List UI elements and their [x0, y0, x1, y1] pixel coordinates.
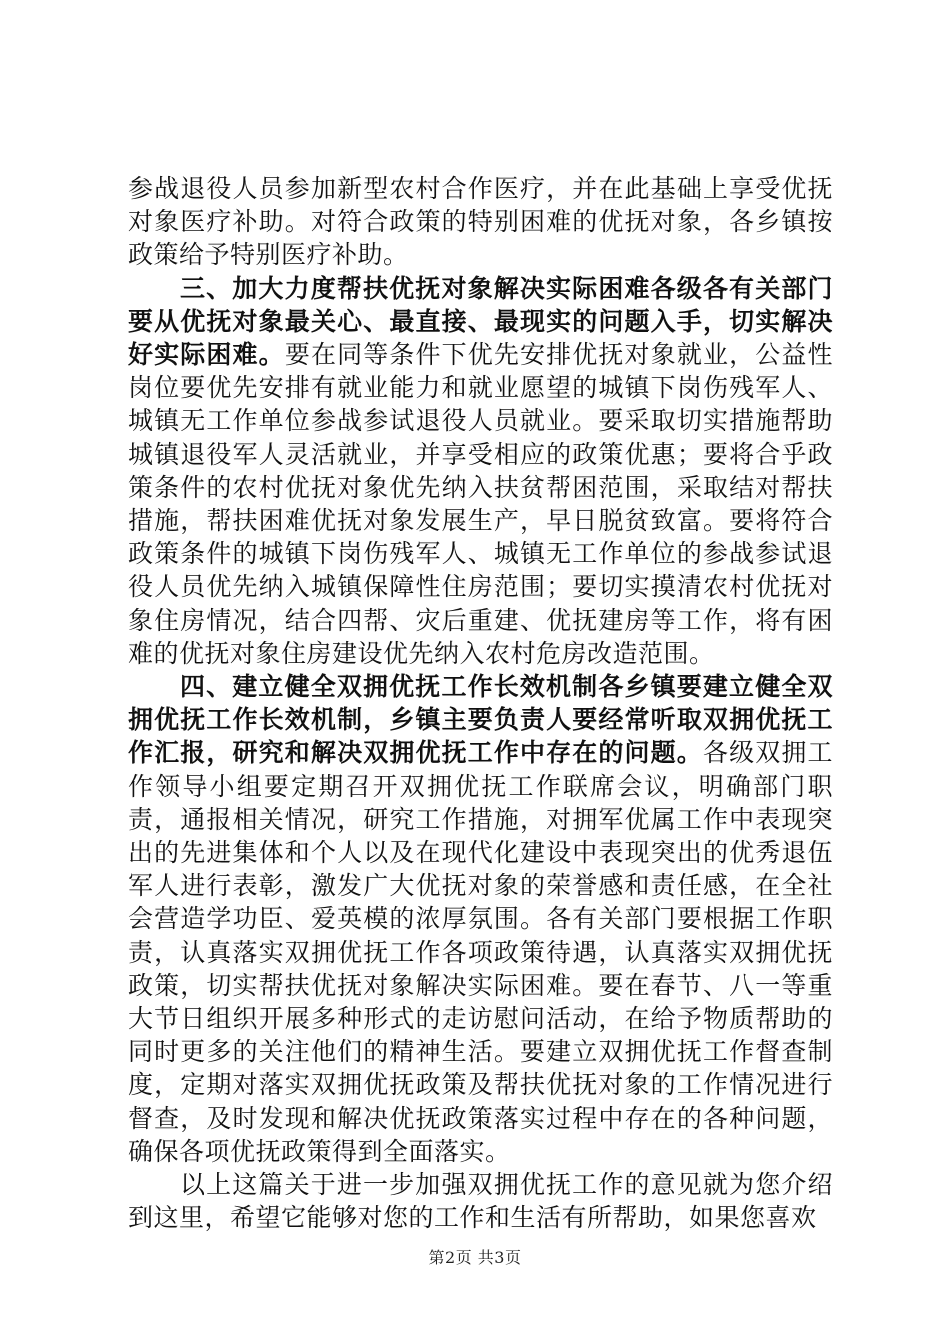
paragraph-1 — [128, 172, 833, 272]
paragraph-3-text: 各级双拥工作领导小组要定期召开双拥优抚工作联席会议，明确部门职责，通报相关情况，研究工作措施，对拥军优属工作中表现突出的先进集体和个人以及在现代化建设中表现突出的优秀退伍军人进行表彰，激发广大优抚对象的荣誉感和责任感，在全社会营造学功臣、爱英模的浓厚氛围。各有关部门要根据工作职责，认真落实双拥优抚工作各项政策待遇，认真落实双拥优抚政策，切实帮扶优抚对象解决实际困难。要在春节、八一等重大节日组织开展多种形式的走访慰问活动，在给予物质帮助的同时更多的关注他们的精神生活。要建立双拥优抚工作督查制度，定期对落实双拥优抚政策及帮扶优抚对象的工作情况进行督查，及时发现和解决优抚政策落实过程中存在的各种问题，确保各项优抚政策得到全面落实。 — [128, 738, 833, 1166]
paragraph-4 — [128, 1168, 833, 1234]
paragraph-3 — [128, 670, 833, 1168]
paragraph-2 — [128, 272, 833, 670]
paragraph-3-heading: 四、建立健全双拥优抚工作长效机制各乡镇要建立健全双拥优抚工作长效机制，乡镇主要负责人要经常听取双拥优抚工作汇报，研究和解决双拥优抚工作中存在的问题。 — [128, 672, 833, 768]
paragraph-4-text: 以上这篇关于进一步加强双拥优抚工作的意见就为您介绍到这里，希望它能够对您的工作和生活有所帮助，如果您喜欢 — [128, 1170, 833, 1233]
page-number-footer: 第2页 共3页 — [428, 1248, 522, 1267]
paragraph-1-text: 参战退役人员参加新型农村合作医疗，并在此基础上享受优抚对象医疗补助。对符合政策的特别困难的优抚对象，各乡镇按政策给予特别医疗补助。 — [128, 174, 833, 270]
document-body — [128, 172, 833, 1235]
paragraph-2-text: 要在同等条件下优先安排优抚对象就业，公益性岗位要优先安排有就业能力和就业愿望的城镇下岗伤残军人、城镇无工作单位参战参试退役人员就业。要采取切实措施帮助城镇退役军人灵活就业，并享受相应的政策优惠；要将合乎政策条件的农村优抚对象优先纳入扶贫帮困范围，采取结对帮扶措施，帮扶困难优抚对象发展生产，早日脱贫致富。要将符合政策条件的城镇下岗伤残军人、城镇无工作单位的参战参试退役人员优先纳入城镇保障性住房范围；要切实摸清农村优抚对象住房情况，结合四帮、灾后重建、优抚建房等工作，将有困难的优抚对象住房建设优先纳入农村危房改造范围。 — [128, 340, 833, 668]
paragraph-2-heading: 三、加大力度帮扶优抚对象解决实际困难各级各有关部门要从优抚对象最关心、最直接、最现实的问题入手，切实解决好实际困难。 — [128, 273, 833, 370]
